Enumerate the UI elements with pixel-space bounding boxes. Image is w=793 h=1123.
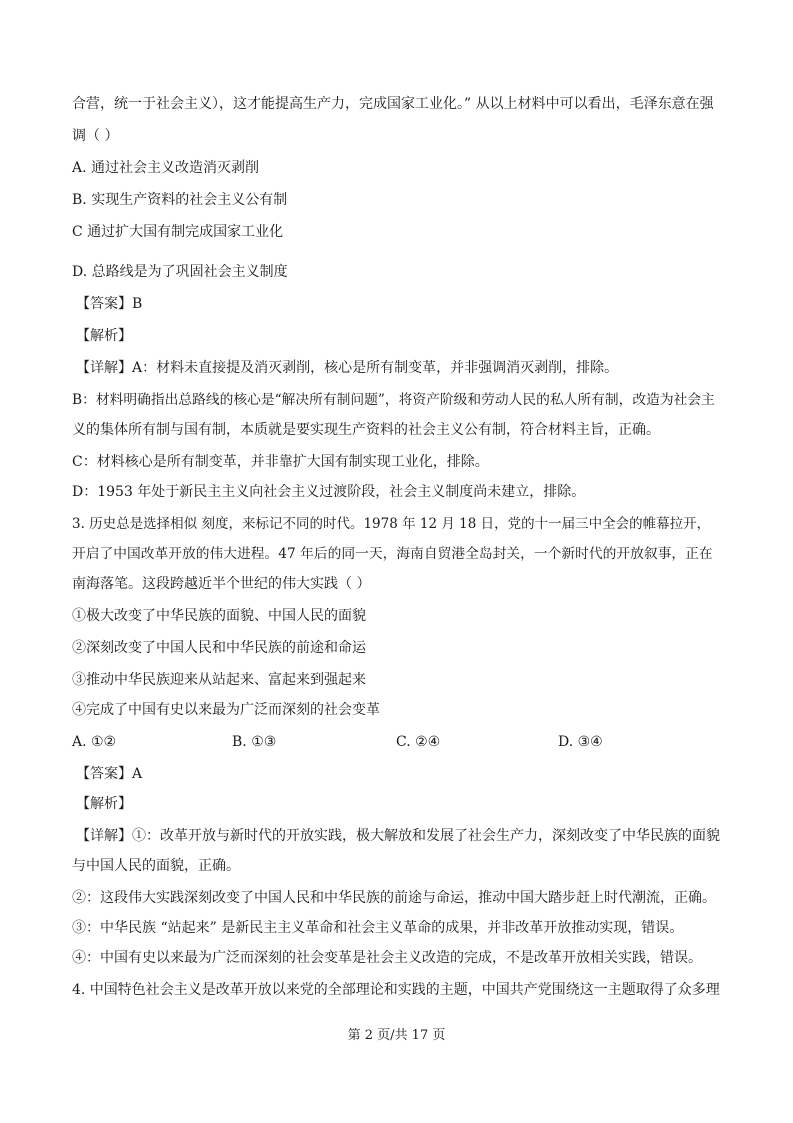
q2-detail-c: C：材料核心是所有制变革，并非靠扩大国有制实现工业化，排除。: [72, 454, 489, 470]
q3-detail-4: ④：中国有史以来最为广泛而深刻的社会变革是社会主义改造的完成，不是改革开放相关实践，错误。: [72, 950, 702, 966]
q4-stem-line-1: 4. 中国特色社会主义是改革开放以来党的全部理论和实践的主题，中国共产党围绕这一主题取得了众多理: [72, 982, 720, 998]
q2-detail-b-cont: 义的集体所有制与国有制，本质就是要实现生产资料的社会主义公有制，符合材料主旨，正确。: [72, 422, 660, 438]
q2-analysis-label: 【解析】: [76, 328, 132, 344]
q3-detail-3: ③：中华民族 “站起来” 是新民主主义革命和社会主义革命的成果，并非改革开放推动实现，错误。: [72, 920, 684, 936]
q3-item-2: ②深刻改变了中国人民和中华民族的前途和命运: [72, 640, 366, 656]
q3-detail-1-cont: 与中国人民的面貌，正确。: [72, 858, 240, 874]
q3-detail-2: ②：这段伟大实践深刻改变了中国人民和中华民族的前途与命运，推动中国大踏步赶上时代潮流，正确。: [72, 890, 716, 906]
page-footer: 第 2 页/共 17 页: [347, 1028, 446, 1043]
q2-option-a: A. 通过社会主义改造消灭剥削: [72, 160, 260, 176]
q3-answer: 【答案】A: [76, 766, 143, 782]
q3-choice-b: B. ①③: [232, 734, 277, 750]
q3-choice-c: C. ②④: [396, 734, 441, 750]
q2-option-b: B. 实现生产资料的社会主义公有制: [72, 192, 288, 208]
q3-item-3: ③推动中华民族迎来从站起来、富起来到强起来: [72, 672, 366, 688]
q3-item-1: ①极大改变了中华民族的面貌、中国人民的面貌: [72, 608, 366, 624]
q3-analysis-label: 【解析】: [76, 796, 132, 812]
q2-detail-a: 【详解】A：材料未直接提及消灭剥削，核心是所有制变革，并非强调消灭剥削，排除。: [76, 360, 619, 376]
q3-stem-line-3: 南海落笔。这段跨越近半个世纪的伟大实践（ ）: [72, 576, 371, 592]
q3-item-4: ④完成了中国有史以来最为广泛而深刻的社会变革: [72, 702, 380, 718]
q3-stem-line-1: 3. 历史总是选择相似 刻度，来标记不同的时代。1978 年 12 月 18 日，党的十一届三中全会的帷幕拉开，: [72, 516, 711, 532]
q2-stem-line-2: 调（ ）: [72, 128, 119, 144]
q2-detail-b: B：材料明确指出总路线的核心是“解决所有制问题”，将资产阶级和劳动人民的私人所有制，改造为社会主: [72, 392, 715, 408]
q2-option-d: D. 总路线是为了巩固社会主义制度: [72, 264, 288, 280]
q3-choice-a: A. ①②: [72, 734, 117, 750]
q3-stem-line-2: 开启了中国改革开放的伟大进程。47 年后的同一天，海南自贸港全岛封关，一个新时代的开放叙事，正在: [72, 546, 713, 562]
q3-detail-1: 【详解】①：改革开放与新时代的开放实践，极大解放和发展了社会生产力，深刻改变了中华民族的面貌: [76, 828, 720, 844]
q2-detail-d: D：1953 年处于新民主主义向社会主义过渡阶段，社会主义制度尚未建立，排除。: [72, 484, 586, 500]
q2-option-c: C 通过扩大国有制完成国家工业化: [72, 224, 284, 240]
q3-choice-d: D. ③④: [558, 734, 603, 750]
q2-answer: 【答案】B: [76, 296, 143, 312]
q2-stem-line-1: 合营，统一于社会主义），这才能提高生产力，完成国家工业化。” 从以上材料中可以看出，毛泽东意在强: [72, 96, 714, 112]
